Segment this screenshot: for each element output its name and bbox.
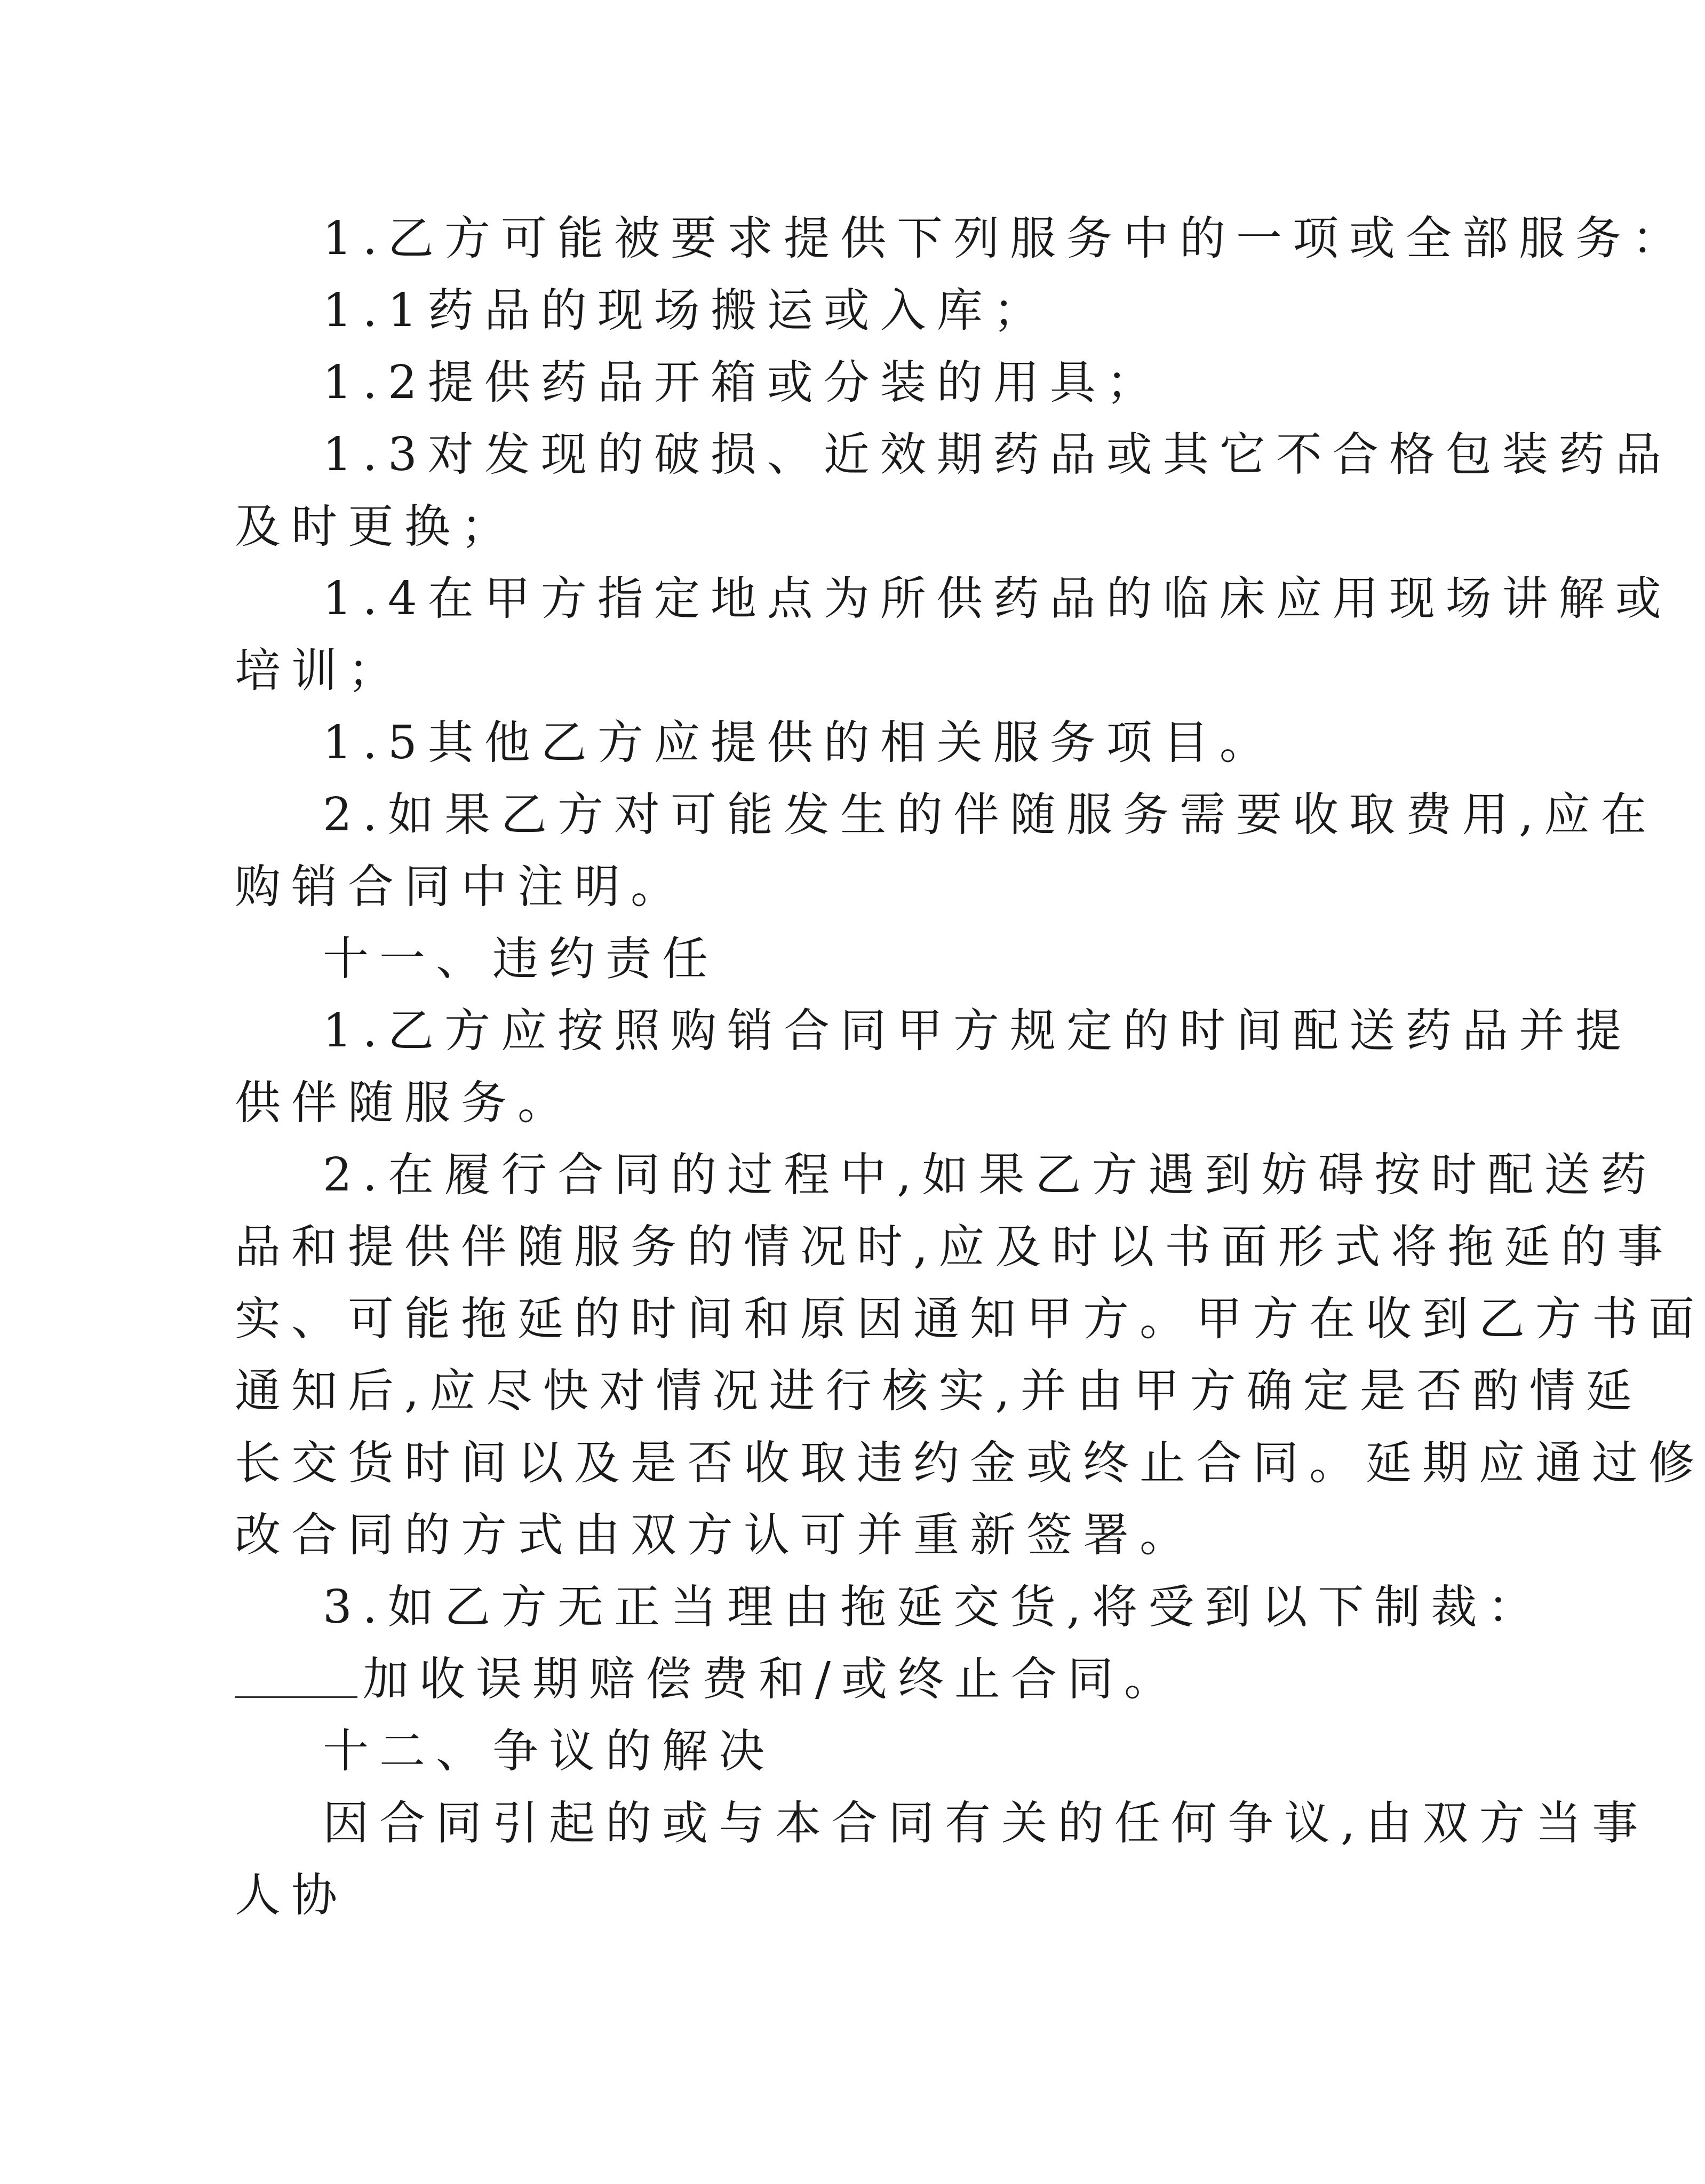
section-11-clause-3: 3.如乙方无正当理由拖延交货,将受到以下制裁： — [323, 1581, 1544, 1634]
clause-2: 2.如果乙方对可能发生的伴随服务需要收取费用,应在 — [323, 788, 1658, 841]
section-11-clause-2-line-4: 通知后,应尽快对情况进行核实,并由甲方确定是否酌情延 — [235, 1364, 1643, 1418]
section-11-clause-1-continued: 供伴随服务。 — [235, 1076, 574, 1130]
section-11-clause-2-line-6: 改合同的方式由双方认可并重新签署。 — [235, 1508, 1196, 1562]
section-12-paragraph-continued: 人协 — [235, 1869, 348, 1922]
clause-1-4-continued: 培训； — [235, 644, 404, 697]
section-11-clause-1: 1.乙方应按照购销合同甲方规定的时间配送药品并提 — [323, 1004, 1632, 1058]
clause-1-3: 1.3对发现的破损、近效期药品或其它不合格包装药品 — [323, 428, 1672, 481]
section-11-clause-2: 2.在履行合同的过程中,如果乙方遇到妨碍按时配送药 — [323, 1148, 1658, 1202]
fill-in-blank — [235, 1654, 357, 1698]
section-11-clause-2-line-3: 实、可能拖延的时间和原因通知甲方。甲方在收到乙方书面 — [235, 1292, 1705, 1346]
clause-1-4: 1.4在甲方指定地点为所供药品的临床应用现场讲解或 — [323, 572, 1672, 625]
section-11-clause-3-continued — [235, 1639, 1318, 1719]
clause-1-1: 1.1药品的现场搬运或入库； — [323, 284, 1050, 337]
clause-1-5: 1.5其他乙方应提供的相关服务项目。 — [323, 716, 1276, 769]
clause-1-heading: 1.乙方可能被要求提供下列服务中的一项或全部服务： — [323, 212, 1689, 265]
section-12-heading: 十二、争议的解决 — [323, 1725, 775, 1778]
section-11-clause-3-text: 加收误期赔偿费和/或终止合同。 — [363, 1653, 1181, 1706]
section-11-clause-2-line-2: 品和提供伴随服务的情况时,应及时以书面形式将拖延的事 — [235, 1220, 1674, 1274]
clause-2-continued: 购销合同中注明。 — [235, 860, 687, 914]
clause-1-3-continued: 及时更换； — [235, 500, 517, 553]
clause-1-2: 1.2提供药品开箱或分装的用具； — [323, 356, 1163, 409]
section-12-paragraph: 因合同引起的或与本合同有关的任何争议,由双方当事 — [323, 1797, 1649, 1850]
section-11-heading: 十一、违约责任 — [323, 932, 719, 986]
section-11-clause-2-line-5: 长交货时间以及是否收取违约金或终止合同。延期应通过修 — [235, 1436, 1705, 1490]
